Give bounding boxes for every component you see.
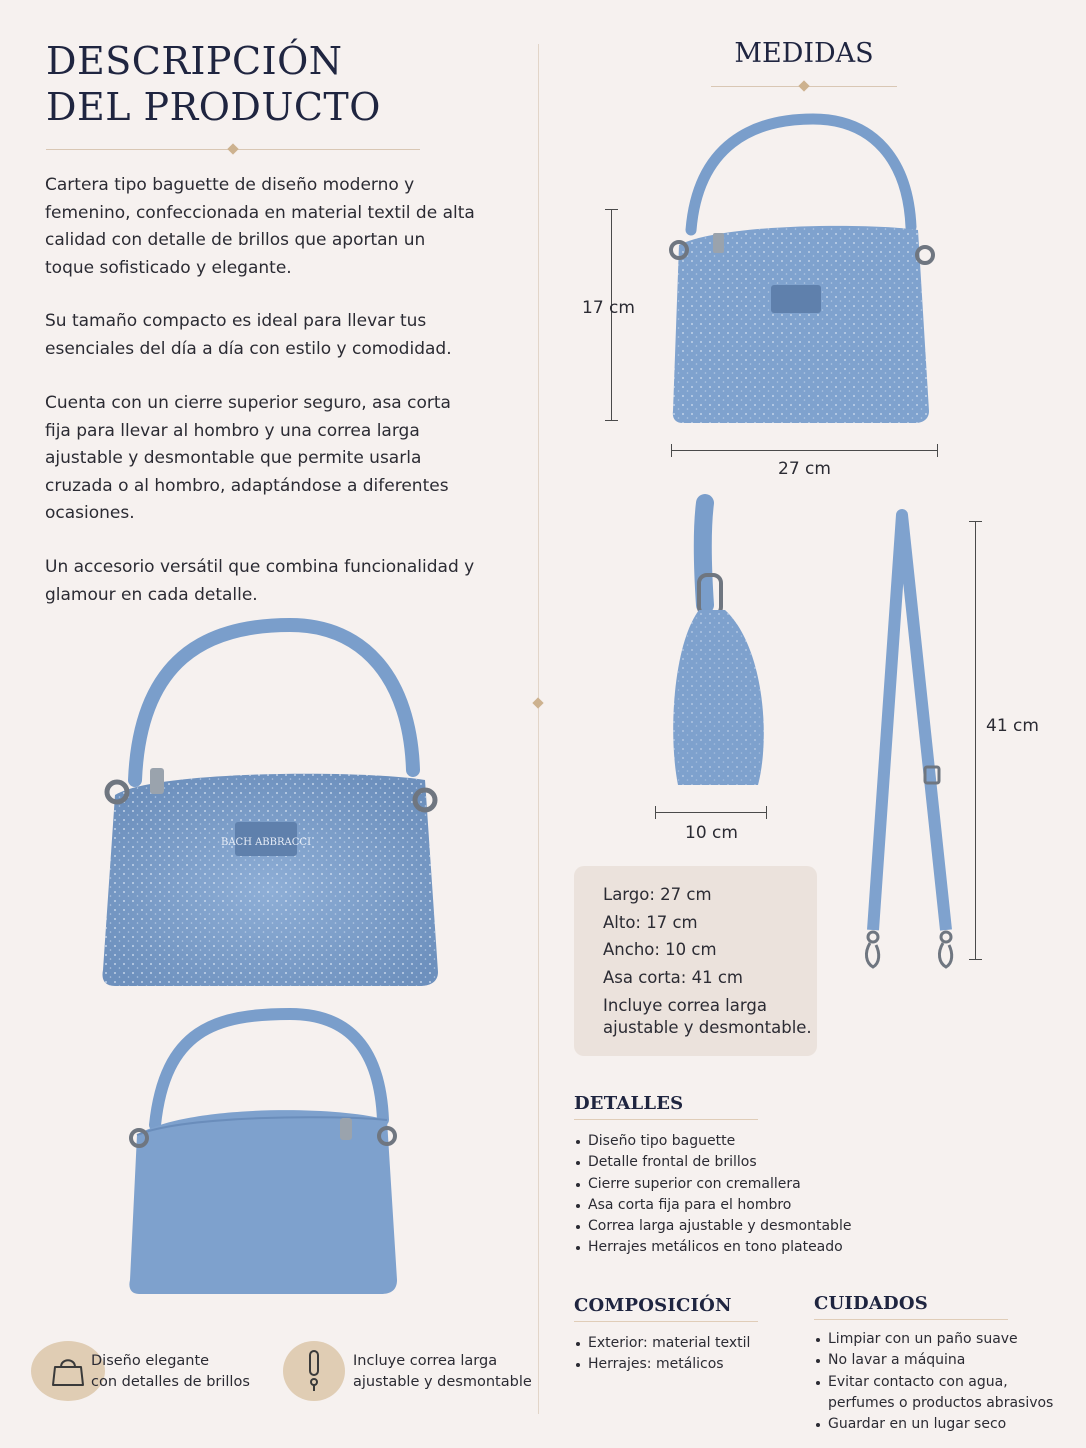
bag-back-image: [125, 1010, 400, 1300]
feature-1-text: [91, 1351, 250, 1393]
feature-2-line1: Incluye correa larga: [353, 1353, 498, 1369]
description-paragraph-3: Cuenta con un cierre superior seguro, asa corta fija para llevar al hombro y una correa larga ajustable y desmontable que permite usarla cruzada o al hombro, adaptándose a diferentes ocasiones.: [45, 393, 451, 523]
strap-label: 41 cm: [986, 716, 1039, 736]
details-title: DETALLES: [574, 1093, 684, 1114]
feature-1-line2: con detalles de brillos: [91, 1374, 250, 1390]
column-divider: [538, 44, 539, 1414]
depth-label: 10 cm: [685, 823, 738, 843]
feature-1-line1: Diseño elegante: [91, 1353, 210, 1369]
height-dimension-cap-top: [605, 209, 618, 210]
width-dimension-line: [671, 450, 938, 451]
description-paragraph-1: Cartera tipo baguette de diseño moderno y femenino, confeccionada en material textil de alta calidad con detalle de brillos que aportan un toque sofisticado y elegante.: [45, 175, 475, 278]
width-label: 27 cm: [778, 459, 831, 479]
list-item: Evitar contacto con agua, perfumes o productos abrasivos: [814, 1372, 1054, 1415]
spec-alto: Alto: 17 cm: [603, 913, 698, 932]
strap-image: [860, 505, 960, 975]
handbag-icon: [51, 1355, 85, 1387]
composition-list: [574, 1333, 794, 1376]
measures-title: MEDIDAS: [734, 38, 874, 69]
care-list: [814, 1329, 1054, 1435]
strap-dimension-cap-bottom: [969, 959, 982, 960]
description-paragraph-4: Un accesorio versátil que combina funcionalidad y glamour en cada detalle.: [45, 557, 475, 605]
list-item: Exterior: material textil: [574, 1333, 794, 1354]
list-item: Detalle frontal de brillos: [574, 1152, 874, 1173]
spec-asa: Asa corta: 41 cm: [603, 968, 743, 987]
list-item: No lavar a máquina: [814, 1350, 1054, 1371]
description-paragraph-2: Su tamaño compacto es ideal para llevar tus esenciales del día a día con estilo y comodidad.: [45, 311, 452, 359]
list-item: Herrajes metálicos en tono plateado: [574, 1237, 874, 1258]
depth-dimension-cap-right: [766, 806, 767, 819]
measures-diamond-icon: [798, 80, 809, 91]
page-title-line1: DESCRIPCIÓN: [46, 39, 343, 83]
list-item: Correa larga ajustable y desmontable: [574, 1216, 874, 1237]
strap-dimension-cap-top: [969, 521, 982, 522]
brand-patch-label: BACH ABBRACCI: [220, 837, 312, 848]
list-item: Guardar en un lugar seco: [814, 1414, 1054, 1435]
divider-diamond-icon: [532, 697, 543, 708]
feature-strap-badge: [283, 1341, 345, 1401]
bag-side-image: [663, 495, 775, 795]
strap-icon: [307, 1349, 321, 1393]
width-dimension-cap-right: [937, 444, 938, 457]
spec-correa-line1: Incluye correa larga: [603, 996, 767, 1015]
width-dimension-cap-left: [671, 444, 672, 457]
list-item: Diseño tipo baguette: [574, 1131, 874, 1152]
depth-dimension-line: [655, 812, 767, 813]
height-label: 17 cm: [582, 298, 635, 318]
specs-box: [574, 866, 817, 1056]
feature-2-text: [353, 1351, 532, 1393]
page-title: [46, 38, 381, 130]
strap-dimension-line: [975, 521, 976, 960]
list-item: Herrajes: metálicos: [574, 1354, 794, 1375]
height-dimension-cap-bottom: [605, 420, 618, 421]
bag-front-image: [95, 620, 445, 995]
spec-ancho: Ancho: 10 cm: [603, 940, 717, 959]
page-title-line2: DEL PRODUCTO: [46, 85, 381, 129]
spec-correa-line2: ajustable y desmontable.: [603, 1018, 812, 1037]
list-item: Limpiar con un paño suave: [814, 1329, 1054, 1350]
details-divider: [574, 1119, 758, 1120]
list-item: Asa corta fija para el hombro: [574, 1195, 874, 1216]
composition-divider: [574, 1321, 758, 1322]
list-item: Cierre superior con cremallera: [574, 1174, 874, 1195]
spec-largo: Largo: 27 cm: [603, 885, 712, 904]
diamond-ornament-icon: [227, 143, 238, 154]
bag-dimension-image: [663, 115, 948, 425]
details-list: [574, 1131, 874, 1259]
depth-dimension-cap-left: [655, 806, 656, 819]
care-title: CUIDADOS: [814, 1293, 928, 1314]
care-divider: [814, 1319, 1008, 1320]
feature-2-line2: ajustable y desmontable: [353, 1374, 532, 1390]
composition-title: COMPOSICIÓN: [574, 1295, 732, 1316]
